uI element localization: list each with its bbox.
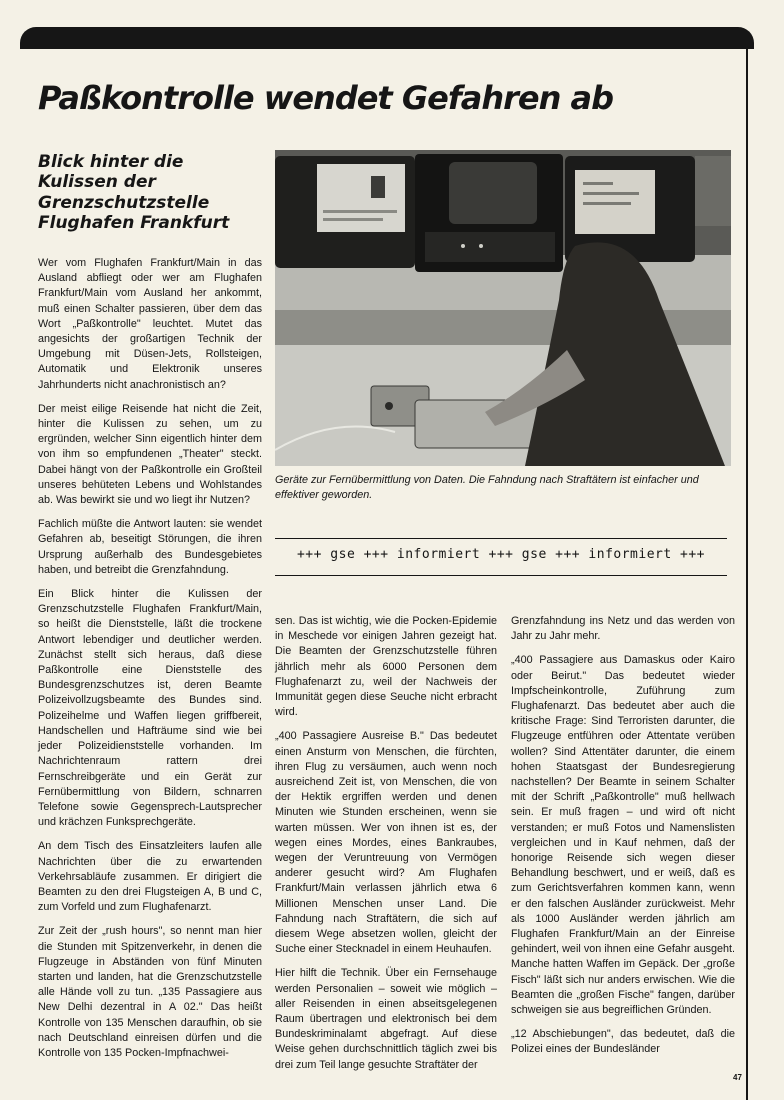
paragraph: sen. Das ist wichtig, wie die Pocken-Epidemie in Meschede vor einigen Jahren gezeigt hat. Die Beamten der Grenzschutzstelle führen jährlich mehr als 6000 Personen dem Flughafenarzt zu, weil der Nachweis der Immunität gegen diese Seuche nicht erbracht wird. [275,615,497,719]
paragraph: Hier hilft die Technik. Über ein Fernsehauge werden Personalien – soweit wie möglich – aller Reisenden in einen abseitsgelegenen Raum übertragen und elektronisch bei dem Bundeskriminalamt abgefragt. Auf diese Weise gehen durchschnittlich täglich zwei bis drei zum Teil lange gesuchte Straftäter der [275,967,497,1071]
article-headline: Paßkontrolle wendet Gefahren ab [38,79,614,117]
paragraph: „400 Passagiere aus Damaskus oder Kairo oder Beirut." Das bedeutet wieder Impfscheinkontrolle, Zuführung zum Flughafenarzt. Das bedeutet aber auch die kritische Frage: Sind Terroristen darunter, die Flugzeuge entführen oder Attentate verüben wollen? Sind Attentäter darunter, die einem hohen Staatsgast der Bundesregierung nachstellen? Der Beamte in seinem Schalter mit der Schrift „Paßkontrolle" muß hellwach sein. Er muß fragen – und wird oft nicht verstanden; er muß Fotos und Namenslisten vergleichen und in Kauf nehmen, daß der honorige Reisende sich wegen dieser Behandlung beschwert, und er weiß, daß es zum Gerichtsverfahren kommen kann, wenn er den falschen Ausländer zurückweist. Mehr als 1000 Ausländer werden jährlich am Flughafen Frankfurt/Main an der Einreise gehindert, weil von ihnen eine Gefahr ausgeht. Manche hatten Waffen im Gepäck. Der „große Fisch" läßt sich nur anders erwischen. Wie die Beamten die „großen Fische" fangen, darüber schweigen sie aus begreiflichen Gründen. [511,654,735,1017]
right-frame-line [746,40,748,1100]
paragraph: Der meist eilige Reisende hat nicht die Zeit, hinter die Kulissen zu sehen, um zu ergründen, welcher Sinn eigentlich hinter dem von ihm so empfundenen „Theater" steckt. Dabei hängt von der Paßkontrolle ein Großteil unseres behüteten Lebens und Wohlstandes ab. Was bewirkt sie und wo liegt ihr Nutzen? [38,402,262,507]
paragraph: Wer vom Flughafen Frankfurt/Main in das Ausland abfliegt oder wer am Flughafen Frankfurt/Main vom Ausland her ankommt, muß einen Schalter passieren, über dem das Wort „Paßkontrolle" leuchtet. Mutet das angesichts der großartigen Technik der Umgebung mit Düsen-Jets, Rollsteigen, Automatik und Elektronik unseres Jahrhunderts nicht anachronistisch an? [38,257,262,391]
page-number: 47 [733,1073,742,1082]
text-column-1 [38,256,262,1070]
top-frame-bar [20,27,754,49]
banner-bottom-rule [275,575,727,576]
text-column-3 [511,614,735,1067]
paragraph: Fachlich müßte die Antwort lauten: sie wendet Gefahren ab, beseitigt Störungen, die ihren Ursprung außerhalb des Bundesgebietes haben, und betreibt die Grenzfahndung. [38,518,262,576]
photo-caption: Geräte zur Fernübermittlung von Daten. Die Fahndung nach Straftätern ist einfacher und effektiver geworden. [275,474,699,501]
gse-banner: +++ gse +++ informiert +++ gse +++ informiert +++ [296,547,705,562]
text-column-2 [275,614,497,1082]
photo-illustration [275,150,731,466]
article-photo [275,150,731,466]
paragraph: „12 Abschiebungen", das bedeutet, daß die Polizei eines der Bundesländer [511,1028,735,1056]
banner-top-rule [275,538,727,539]
paragraph: Grenzfahndung ins Netz und das werden von Jahr zu Jahr mehr. [511,615,735,643]
paragraph: An dem Tisch des Einsatzleiters laufen alle Nachrichten über die zu erwartenden Verkehrsabläufe zusammen. Er dirigiert die Beamten zu den drei Flugsteigen A, B und C, zum Vorfeld und zum Flughafenarzt. [38,840,262,914]
paragraph: Zur Zeit der „rush hours", so nennt man hier die Stunden mit Spitzenverkehr, in denen die Flugzeuge in Abständen von fünf Minuten starten und landen, hat die Grenzschutzstelle alle Hände voll zu tun. „135 Passagiere aus New Delhi dezentral in A 02." Das heißt Kontrolle von 135 Menschen daraufhin, ob sie nach Deutschland einreisen dürfen und die Kontrolle von 135 Pocken-Impfnachwei- [38,925,262,1059]
article-subheadline: Blick hinter die Kulissen der Grenzschutzstelle Flughafen Frankfurt [38,152,230,234]
paragraph: „400 Passagiere Ausreise B." Das bedeutet einen Ansturm von Menschen, die fürchten, ihren Flug zu versäumen, auch wenn noch ausreichend Zeit ist, von Menschen, die von der Hektik ergriffen werden und denen Minuten wie Stunden erscheinen, wenn sie warten müssen. Wer von ihnen ist es, der wegen eines Mordes, eines Bankraubes, wegen der Veruntreuung von Vermögen anderer gesucht wird? Am Flughafen Frankfurt/Main verlassen jährlich etwa 6 Millionen Menschen unser Land. Die Fahndung nach Straftätern, die sich auf diesem Wege absetzen wollen, gleicht der Suche einer Stecknadel in einem Heuhaufen. [275,730,497,956]
paragraph: Ein Blick hinter die Kulissen der Grenzschutzstelle Flughafen Frankfurt/Main, so heißt die Dienststelle, läßt die trockene Antwort lebendiger und deutlicher werden. Zunächst stellt sich heraus, daß diese Paßkontrolle eine Dienststelle des Bundesgrenzschutzes ist, deren Beamte Polizeivollzugsbeamte des Bundes sind. Polizeihelme und Waffen liegen griffbereit, Handschellen und Hafträume sind wie bei jeder Polizeidienststelle vorhanden. Im Nachrichtenraum rattern drei Fernschreibgeräte und ein Gerät zur Fernübermittlung von Bildern, schnarren Telefone sowie Gegensprech-Lautsprecher und krächzen Funksprechgeräte. [38,588,262,829]
